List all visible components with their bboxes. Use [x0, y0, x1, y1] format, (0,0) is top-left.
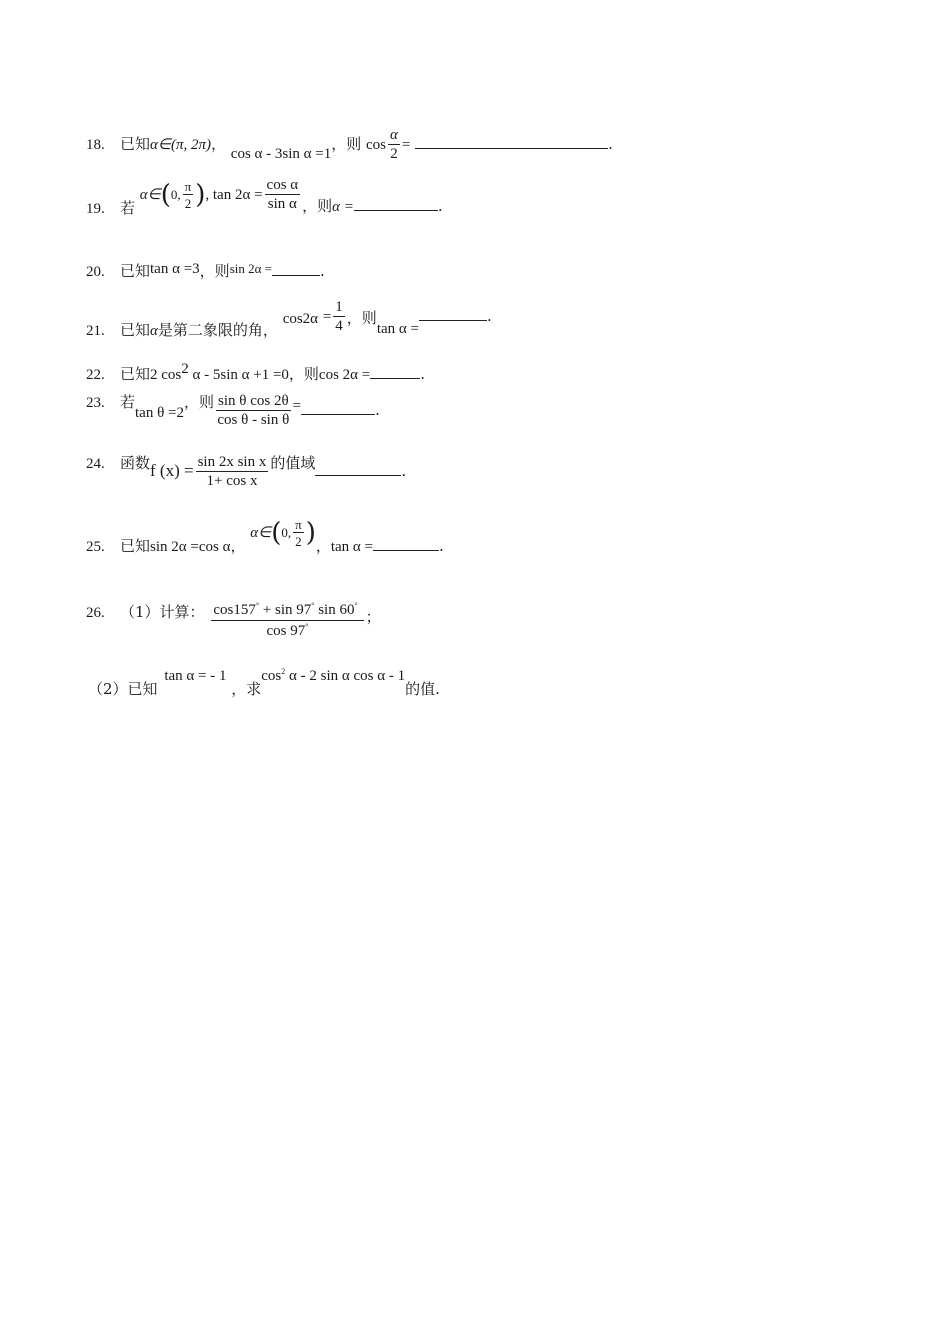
math-expression [261, 668, 405, 684]
math-term: + sin 97 [259, 602, 312, 618]
math-expression: = [401, 137, 411, 153]
question-26-part2 [88, 667, 440, 698]
question-number: 19. [86, 201, 105, 217]
math-term: sin 60 [314, 602, 355, 618]
fraction-numerator: π [184, 179, 192, 194]
question-number: 22. [86, 367, 105, 383]
math-term: α - 2 sin α cos α - 1 [285, 668, 406, 684]
question-text: 的值域 [270, 454, 316, 472]
question-number: 26. [86, 604, 105, 621]
question-18 [86, 128, 613, 162]
question-text: 函数 [120, 454, 151, 472]
fraction [333, 300, 345, 334]
fraction-numerator: sin θ cos 2θ [218, 393, 289, 409]
math-expression: sin 2α =cos α [150, 539, 231, 555]
question-text: 若 [120, 199, 136, 217]
left-paren: ( [160, 180, 171, 210]
fraction [216, 394, 291, 428]
question-26-part1 [86, 602, 381, 639]
answer-blank[interactable] [315, 474, 401, 476]
degree-mark: ° [305, 622, 309, 631]
question-text: ，则 [199, 262, 230, 280]
exponent: 2 [181, 361, 189, 377]
math-expression: , tan 2α = [205, 187, 263, 203]
question-text: 已知 [120, 365, 151, 383]
question-text: 已知 [120, 537, 151, 555]
question-number: 24. [86, 456, 105, 472]
question-text: . [608, 135, 613, 153]
question-text: （1）计算： [120, 602, 205, 621]
math-expression: = [322, 309, 332, 325]
question-text: （2）已知 [88, 680, 158, 698]
question-number: 25. [86, 539, 105, 555]
degree-mark: ° [354, 601, 358, 610]
math-expression: α [150, 323, 158, 339]
question-text: . [437, 197, 443, 215]
fraction [211, 602, 363, 639]
math-expression: α - 5sin α +1 =0 [188, 367, 289, 383]
question-number: 20. [86, 264, 105, 280]
math-expression: 2 cos [150, 367, 182, 383]
fraction-denominator: 2 [295, 534, 302, 549]
degree-mark: ° [311, 601, 315, 610]
fraction-denominator: 2 [184, 196, 192, 211]
math-expression: tan α = [330, 539, 374, 555]
question-text: ，则 [346, 309, 377, 327]
question-number: 18. [86, 137, 105, 153]
fraction-denominator: 1+ cos x [206, 473, 258, 489]
fraction-denominator: cos θ - sin θ [217, 412, 290, 428]
question-text: 的值. [405, 680, 440, 698]
exponent: 2 [281, 667, 286, 676]
question-text: . [486, 307, 492, 325]
math-expression: α = [332, 199, 354, 215]
degree-mark: ° [255, 601, 260, 610]
math-expression: cos [366, 137, 387, 153]
question-21 [86, 299, 492, 339]
math-expression: α∈(π, 2π) [150, 137, 211, 153]
question-text: 已知 [120, 262, 151, 280]
math-expression: sin 2α = [229, 261, 273, 276]
fraction-numerator: π [295, 517, 302, 532]
math-expression: α∈ [250, 525, 272, 541]
question-text: ， [315, 537, 331, 555]
fraction-denominator: sin α [267, 196, 297, 212]
answer-blank[interactable] [370, 377, 420, 379]
answer-blank[interactable] [354, 209, 438, 211]
question-22 [86, 362, 425, 383]
question-24 [86, 455, 406, 489]
math-term: cos [261, 668, 282, 684]
question-text: ，则 [302, 197, 333, 215]
fraction-numerator: 1 [335, 299, 343, 315]
fraction-denominator: 4 [335, 318, 343, 334]
math-expression: tan α = - 1 [164, 668, 227, 684]
question-19 [86, 177, 443, 217]
question-text: . [320, 262, 325, 280]
question-text: 若 [120, 393, 136, 411]
fraction-numerator: α [390, 127, 398, 143]
question-text: . [420, 365, 426, 383]
right-paren: ) [195, 180, 206, 210]
question-text: . [375, 401, 380, 419]
math-expression: cos2α [282, 311, 319, 327]
question-number: 23. [86, 395, 105, 411]
fraction [293, 518, 304, 548]
answer-blank[interactable] [419, 319, 487, 321]
fraction-numerator [211, 602, 363, 621]
answer-blank[interactable] [272, 274, 320, 276]
answer-blank[interactable] [301, 413, 375, 415]
question-text: ，则 [331, 135, 362, 153]
math-expression: = [292, 398, 302, 414]
math-expression: α∈ [139, 187, 161, 203]
question-text: ， [230, 537, 246, 555]
fraction [183, 180, 194, 210]
math-term: cos 97 [266, 623, 306, 639]
answer-blank[interactable] [415, 147, 608, 149]
question-25 [86, 517, 444, 555]
math-term: cos157 [213, 602, 256, 618]
question-20 [86, 261, 325, 280]
question-number: 21. [86, 323, 105, 339]
fraction-numerator: cos α [266, 177, 299, 193]
math-expression: 0, [170, 187, 181, 202]
fraction [388, 128, 400, 162]
question-text: . [401, 462, 407, 480]
math-expression: f (x) = [150, 461, 194, 480]
question-text: ； [365, 607, 381, 626]
fraction-numerator: sin 2x sin x [197, 454, 267, 470]
question-23 [86, 394, 380, 428]
math-expression: tan α =3 [150, 261, 200, 277]
fraction-denominator [211, 621, 363, 639]
math-expression: tan α = [376, 321, 419, 337]
fraction-denominator: 2 [390, 146, 398, 162]
question-text: ，求 [231, 680, 262, 698]
math-expression: cos α - 3sin α =1 [230, 146, 332, 162]
question-text: ，则 [184, 393, 215, 411]
question-text: ，则 [288, 365, 319, 383]
math-expression: tan θ =2 [135, 405, 184, 421]
question-text: 是第二象限的角， [157, 321, 278, 339]
math-expression: cos 2α = [318, 367, 371, 383]
question-text: . [439, 537, 444, 555]
answer-blank[interactable] [373, 549, 439, 551]
left-paren: ( [271, 518, 282, 548]
question-text: 已知 [120, 135, 151, 153]
question-text: ， [210, 135, 226, 153]
fraction [265, 178, 301, 212]
right-paren: ) [305, 518, 316, 548]
math-expression: 0, [281, 525, 292, 540]
fraction [196, 455, 269, 489]
question-text: 已知 [120, 321, 151, 339]
